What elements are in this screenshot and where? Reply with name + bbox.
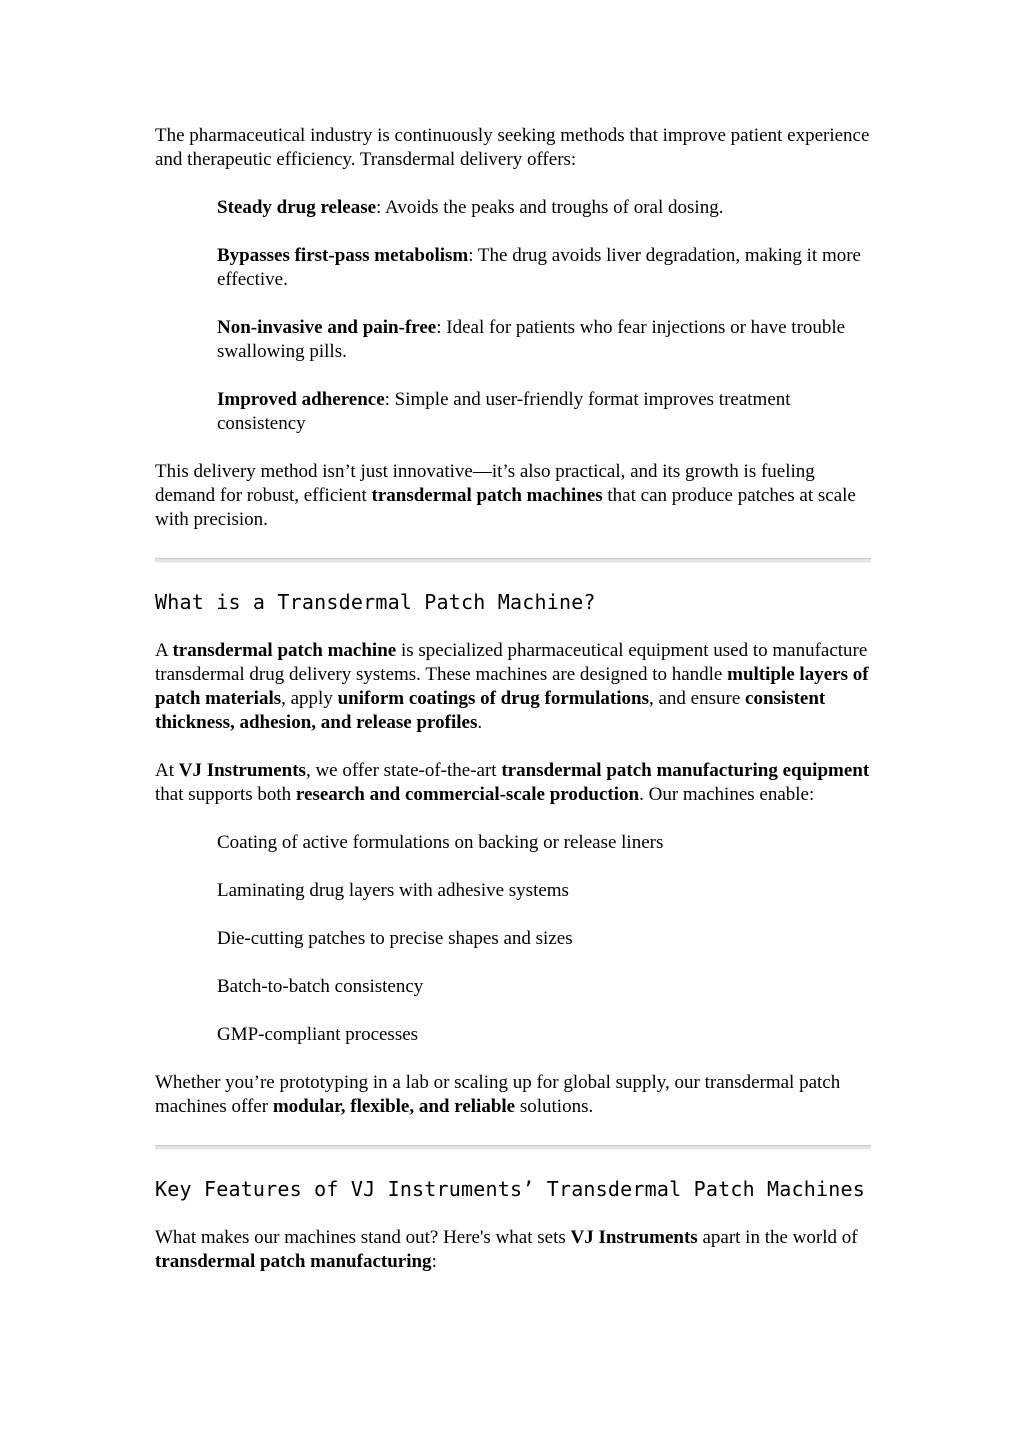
text-run: . Our machines enable: [639, 784, 815, 805]
bold-run: transdermal patch machine [172, 640, 397, 661]
benefit-term: Improved adherence [217, 389, 385, 410]
closing-paragraph [155, 1071, 871, 1119]
benefit-term: Steady drug release [217, 197, 377, 218]
text-run: . [477, 712, 483, 733]
list-item: Laminating drug layers with adhesive systems [217, 880, 569, 901]
text-run: , and ensure [649, 688, 746, 709]
list-item [217, 316, 871, 364]
bold-run: transdermal patch manufacturing [155, 1251, 432, 1272]
text-run: At [155, 760, 179, 781]
section-heading: What is a Transdermal Patch Machine? [155, 590, 596, 614]
text-run: , apply [281, 688, 338, 709]
bold-run: VJ Instruments [570, 1227, 698, 1248]
text-run: Whether you’re prototyping in a lab or scaling up for global supply, our transdermal patch machines offer [155, 1072, 841, 1117]
intro-paragraph: The pharmaceutical industry is continuously seeking methods that improve patient experience and therapeutic efficiency. Transdermal delivery offers: [155, 125, 870, 170]
list-item [217, 196, 871, 220]
benefit-desc: : Simple and user-friendly format improves treatment consistency [217, 389, 791, 434]
section-divider [155, 1145, 871, 1150]
benefit-desc: : Ideal for patients who fear injections or have trouble swallowing pills. [217, 317, 846, 362]
section-heading: Key Features of VJ Instruments’ Transdermal Patch Machines [155, 1177, 865, 1201]
text-run: What makes our machines stand out? Here's what sets [155, 1227, 571, 1248]
text-run: , we offer state-of-the-art [305, 760, 502, 781]
bold-run: transdermal patch machines [371, 485, 603, 506]
list-item [217, 388, 871, 436]
text-run: that can produce patches at scale with precision. [155, 485, 856, 530]
text-run: : [431, 1251, 437, 1272]
bold-run: modular, flexible, and reliable [272, 1096, 516, 1117]
definition-paragraph [155, 639, 871, 735]
section-divider [155, 558, 871, 563]
bold-run: VJ Instruments [178, 760, 306, 781]
bold-run: consistent thickness, adhesion, and release profiles [155, 688, 826, 733]
list-item: Batch-to-batch consistency [217, 976, 424, 997]
document-page [155, 124, 871, 1298]
list-item: Die-cutting patches to precise shapes and sizes [217, 928, 573, 949]
features-intro-paragraph [155, 1226, 871, 1274]
text-run: apart in the world of [697, 1227, 858, 1248]
benefit-desc: : The drug avoids liver degradation, making it more effective. [217, 245, 861, 290]
text-run: solutions. [515, 1096, 594, 1117]
list-item [217, 244, 871, 292]
list-item: GMP-compliant processes [217, 1024, 419, 1045]
offer-paragraph [155, 759, 871, 807]
text-run: A [155, 640, 173, 661]
benefit-term: Non-invasive and pain-free [217, 317, 437, 338]
bold-run: uniform coatings of drug formulations [337, 688, 649, 709]
text-run: that supports both [155, 784, 296, 805]
bold-run: research and commercial-scale production [295, 784, 640, 805]
capabilities-list [155, 831, 871, 1047]
benefit-desc: : Avoids the peaks and troughs of oral dosing. [376, 197, 724, 218]
list-item: Coating of active formulations on backing or release liners [217, 832, 664, 853]
text-run: This delivery method isn’t just innovative—it’s also practical, and its growth is fueling demand for robust, efficient [155, 461, 815, 506]
benefits-list [155, 196, 871, 436]
bold-run: transdermal patch manufacturing equipment [501, 760, 870, 781]
bold-run: multiple layers of patch materials [155, 664, 869, 709]
text-run: is specialized pharmaceutical equipment used to manufacture transdermal drug delivery systems. These machines are designed to handle [155, 640, 868, 685]
benefit-term: Bypasses first-pass metabolism [217, 245, 469, 266]
delivery-paragraph [155, 460, 871, 532]
